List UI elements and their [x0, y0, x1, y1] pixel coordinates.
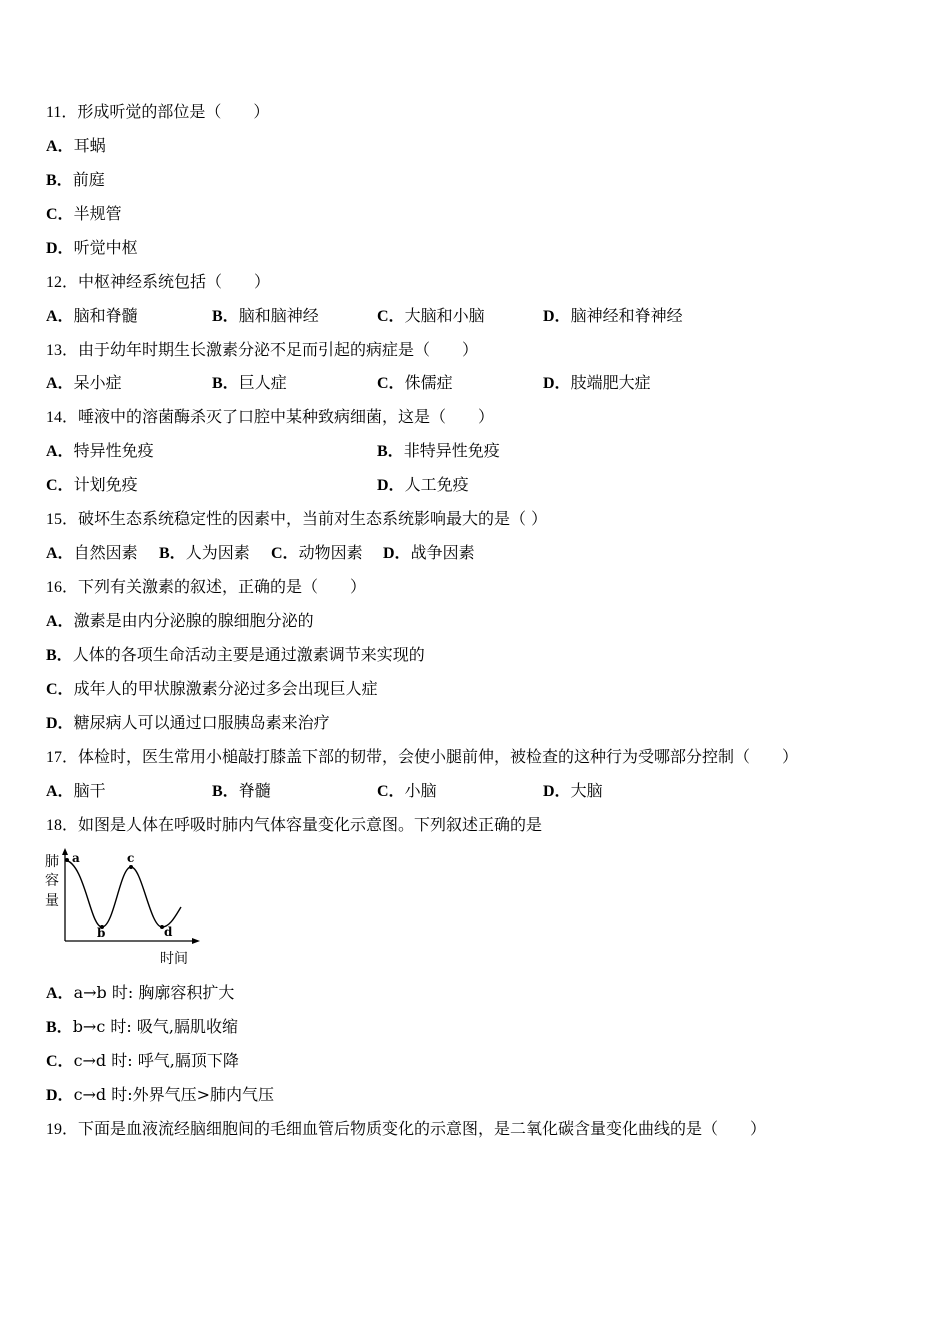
question-14-stem: 14．唾液中的溶菌酶杀灭了口腔中某种致病细菌，这是（ ）	[46, 407, 495, 426]
volume-curve	[65, 860, 181, 927]
option-d: D．人工免疫	[377, 475, 469, 494]
option-c: C．计划免疫	[46, 475, 138, 494]
option-c: C．大脑和小脑	[377, 306, 485, 325]
option-c: C．小脑	[377, 781, 437, 800]
option-d: D．脑神经和脊神经	[543, 306, 683, 325]
question-19-stem: 19．下面是血液流经脑细胞间的毛细血管后物质变化的示意图，是二氧化碳含量变化曲线的是（ ）	[46, 1119, 767, 1138]
question-12-stem: 12．中枢神经系统包括（ ）	[46, 272, 271, 291]
option-b: B．前庭	[46, 170, 105, 189]
y-axis-arrow	[62, 848, 68, 855]
option-b: B．巨人症	[212, 373, 287, 392]
option-a: A．呆小症	[46, 373, 122, 392]
question-17-stem: 17．体检时，医生常用小槌敲打膝盖下部的韧带，会使小腿前伸，被检查的这种行为受哪部分控制（ ）	[46, 747, 799, 766]
question-16-stem: 16．下列有关激素的叙述，正确的是（ ）	[46, 577, 367, 596]
option-c: C．成年人的甲状腺激素分泌过多会出现巨人症	[46, 679, 378, 698]
question-13-stem: 13．由于幼年时期生长激素分泌不足而引起的病症是（ ）	[46, 340, 479, 359]
point-d-label: d	[164, 925, 173, 939]
point-b-label: b	[97, 926, 106, 940]
option-d: D．听觉中枢	[46, 238, 138, 257]
question-11-stem: 11．形成听觉的部位是（ ）	[46, 102, 270, 121]
option-a: A．脑干	[46, 781, 106, 800]
option-d: D．大脑	[543, 781, 603, 800]
option-a: A．脑和脊髓	[46, 306, 138, 325]
option-d: D．c→d 时:外界气压>肺内气压	[46, 1085, 275, 1104]
option-b: B．脑和脑神经	[212, 306, 319, 325]
x-axis-label: 时间	[160, 951, 188, 967]
option-c: C．侏儒症	[377, 373, 453, 392]
question-15-stem: 15．破坏生态系统稳定性的因素中，当前对生态系统影响最大的是（ ）	[46, 509, 548, 528]
point-c-dot	[129, 865, 133, 869]
y-axis-label-2: 容	[45, 873, 59, 889]
point-a-label: a	[72, 851, 80, 865]
option-b: B．脊髓	[212, 781, 271, 800]
point-c-label: c	[127, 851, 135, 865]
option-c: C．半规管	[46, 204, 122, 223]
option-a: A．激素是由内分泌腺的腺细胞分泌的	[46, 611, 314, 630]
y-axis-label-3: 量	[45, 893, 59, 909]
x-axis-arrow	[192, 938, 200, 944]
option-c: C．动物因素	[271, 543, 363, 562]
option-a: A．耳蜗	[46, 136, 106, 155]
option-c: C．c→d 时: 呼气,膈顶下降	[46, 1051, 239, 1070]
question-18-stem: 18．如图是人体在呼吸时肺内气体容量变化示意图。下列叙述正确的是	[46, 815, 543, 834]
option-a: A．特异性免疫	[46, 441, 154, 460]
point-a-dot	[65, 858, 69, 862]
option-a: A．自然因素	[46, 543, 138, 562]
lung-volume-figure	[40, 845, 210, 970]
y-axis-label-1: 肺	[45, 854, 59, 870]
option-b: B．人为因素	[159, 543, 250, 562]
option-b: B．非特异性免疫	[377, 441, 500, 460]
option-d: D．战争因素	[383, 543, 475, 562]
option-a: A．a→b 时: 胸廓容积扩大	[46, 983, 235, 1002]
option-b: B．人体的各项生命活动主要是通过激素调节来实现的	[46, 645, 425, 664]
option-d: D．肢端肥大症	[543, 373, 651, 392]
option-b: B．b→c 时: 吸气,膈肌收缩	[46, 1017, 238, 1036]
option-d: D．糖尿病人可以通过口服胰岛素来治疗	[46, 713, 330, 732]
